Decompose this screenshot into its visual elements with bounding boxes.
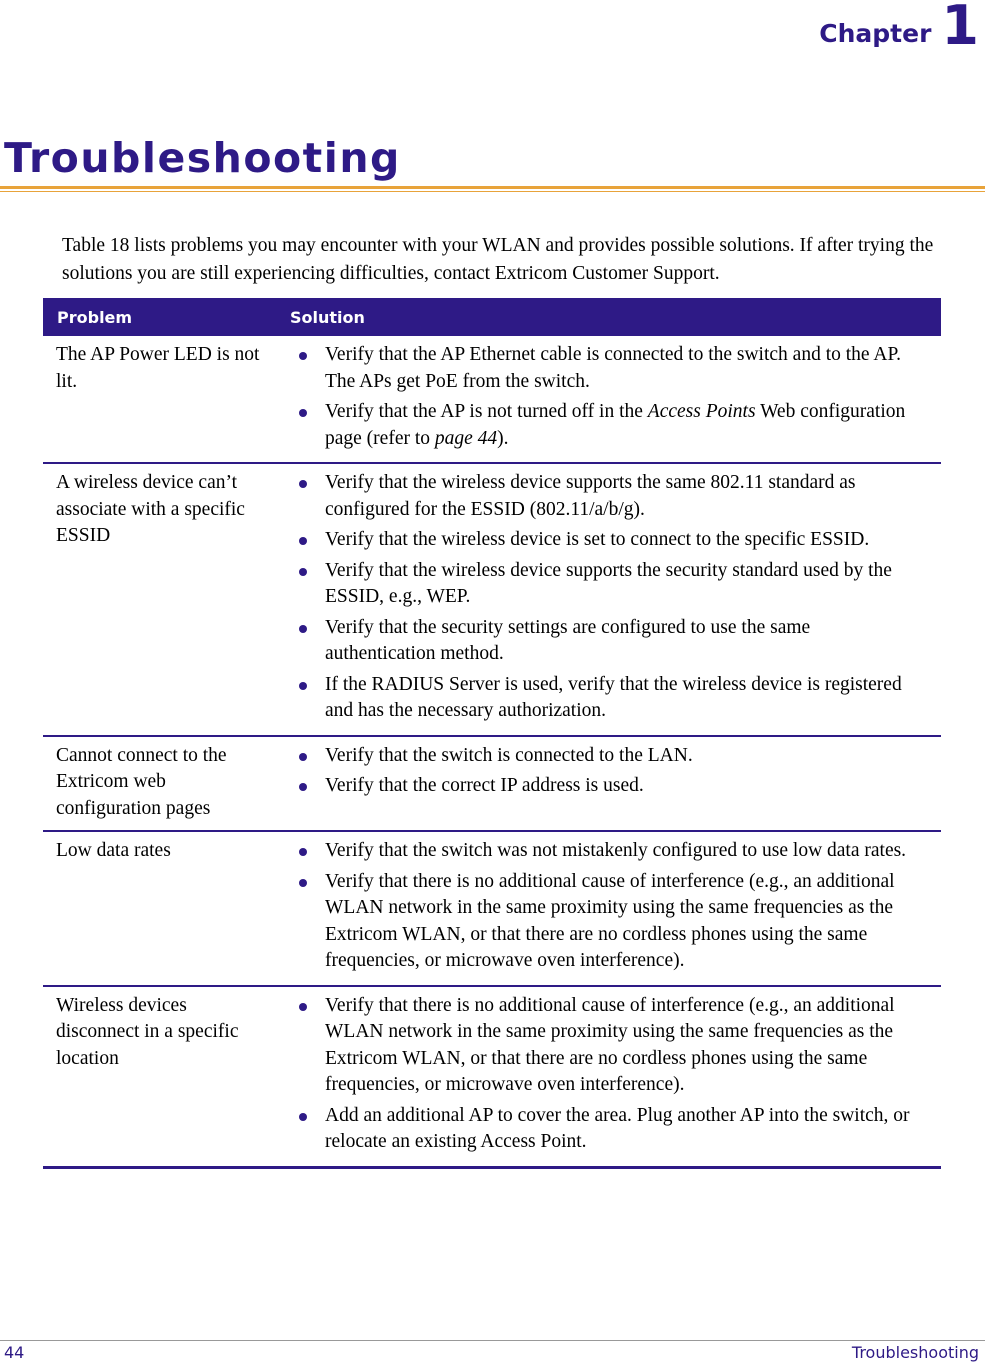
solution-item: Verify that the wireless device supports the security standard used by the ESSID, e.g., WEP. bbox=[290, 558, 921, 611]
problem-cell: The AP Power LED is not lit. bbox=[43, 336, 276, 463]
solution-item: Verify that the wireless device is set to connect to the specific ESSID. bbox=[290, 527, 921, 554]
solution-list bbox=[290, 342, 921, 452]
page-number: 44 bbox=[4, 1343, 25, 1362]
page-ref-link[interactable]: page 44 bbox=[434, 427, 498, 449]
solution-text: Web configuration page (refer to bbox=[325, 401, 906, 449]
chapter-heading bbox=[819, 0, 979, 57]
problem-cell: Wireless devices disconnect in a specific location bbox=[43, 986, 276, 1168]
solution-list bbox=[290, 743, 921, 800]
solution-list bbox=[290, 838, 921, 975]
access-points-ref: Access Points bbox=[647, 401, 756, 422]
intro-paragraph: Table 18 lists problems you may encounter with your WLAN and provides possible solutions. If after trying the solutions you are still experiencing difficulties, contact Extricom Customer Support. bbox=[62, 235, 934, 284]
solution-item: Verify that the switch is connected to the LAN. bbox=[290, 743, 921, 770]
problem-cell: Cannot connect to the Extricom web configuration pages bbox=[43, 736, 276, 832]
solution-item bbox=[290, 399, 921, 452]
solution-text: ). bbox=[497, 427, 509, 449]
title-underline-thin bbox=[0, 191, 985, 192]
solution-cell bbox=[276, 736, 941, 832]
solution-item: Verify that the security settings are configured to use the same authentication method. bbox=[290, 615, 921, 668]
table-row bbox=[43, 736, 941, 832]
solution-text: Verify that the AP is not turned off in the bbox=[325, 401, 648, 422]
solution-item: Verify that the AP Ethernet cable is connected to the switch and to the AP. The APs get PoE from the switch. bbox=[290, 342, 921, 395]
solution-list bbox=[290, 470, 921, 725]
chapter-label: Chapter bbox=[819, 19, 932, 48]
solution-cell bbox=[276, 463, 941, 736]
solution-item: Verify that there is no additional cause of interference (e.g., an additional WLAN network in the same proximity using the same frequencies as the Extricom WLAN, or that there are no cordless phones using the same frequencies, or microwave oven interference). bbox=[290, 993, 921, 1099]
solution-list bbox=[290, 993, 921, 1156]
page-title: Troubleshooting bbox=[4, 134, 401, 182]
solution-cell bbox=[276, 831, 941, 986]
solution-cell bbox=[276, 986, 941, 1168]
solution-item: If the RADIUS Server is used, verify that the wireless device is registered and has the necessary authorization. bbox=[290, 672, 921, 725]
solution-item: Verify that the correct IP address is used. bbox=[290, 773, 921, 800]
title-underline bbox=[0, 186, 985, 189]
troubleshooting-table bbox=[43, 298, 941, 1169]
table-row bbox=[43, 336, 941, 463]
chapter-number: 1 bbox=[941, 0, 979, 57]
table-row bbox=[43, 986, 941, 1168]
solution-cell bbox=[276, 336, 941, 463]
footer-section-title: Troubleshooting bbox=[851, 1343, 979, 1362]
table-header-row bbox=[43, 298, 941, 336]
problem-cell: Low data rates bbox=[43, 831, 276, 986]
solution-item: Verify that there is no additional cause of interference (e.g., an additional WLAN network in the same proximity using the same frequencies as the Extricom WLAN, or that there are no cordless phones using the same frequencies, or microwave oven interference). bbox=[290, 869, 921, 975]
table-row bbox=[43, 463, 941, 736]
problem-cell: A wireless device can’t associate with a specific ESSID bbox=[43, 463, 276, 736]
solution-item: Verify that the switch was not mistakenly configured to use low data rates. bbox=[290, 838, 921, 865]
solution-item: Add an additional AP to cover the area. Plug another AP into the switch, or relocate an existing Access Point. bbox=[290, 1103, 921, 1156]
table-row bbox=[43, 831, 941, 986]
footer-divider bbox=[0, 1340, 985, 1341]
header-solution: Solution bbox=[276, 298, 941, 336]
header-problem: Problem bbox=[43, 298, 276, 336]
solution-item: Verify that the wireless device supports the same 802.11 standard as configured for the ESSID (802.11/a/b/g). bbox=[290, 470, 921, 523]
